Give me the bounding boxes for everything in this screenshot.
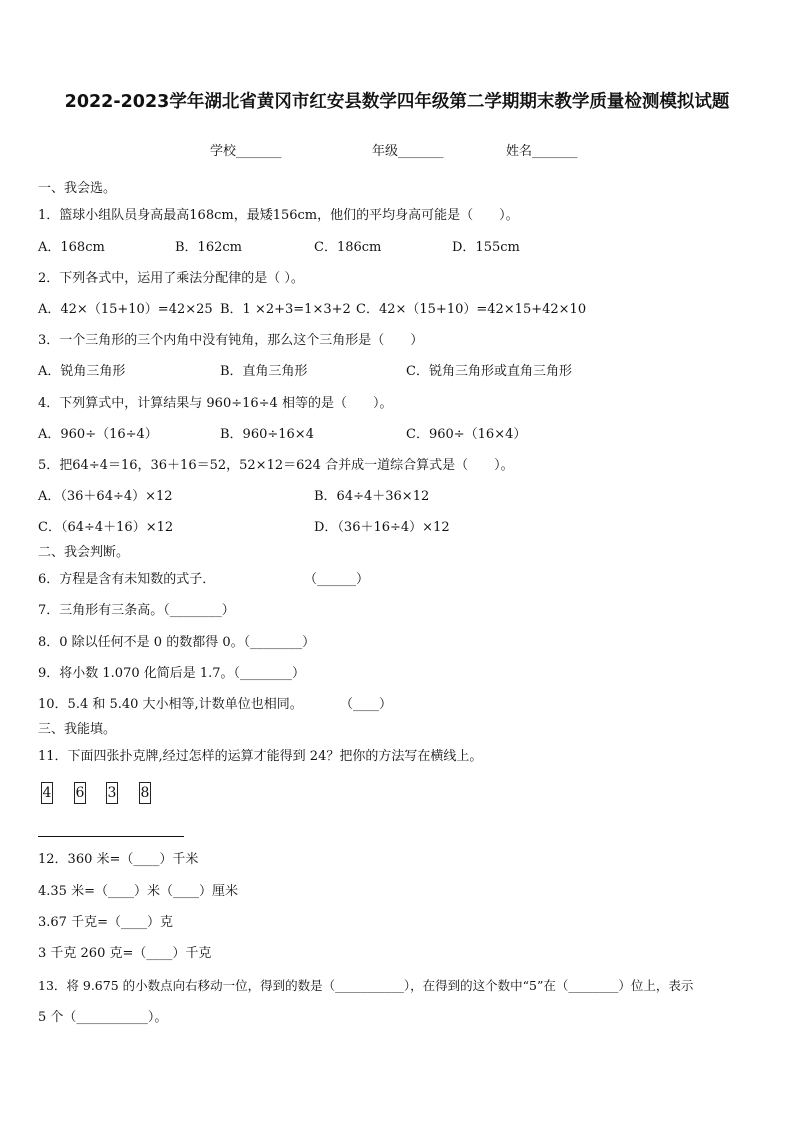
question-1: 1．篮球小组队员身高最高168cm，最矮156cm，他们的平均身高可能是（ ）。: [38, 208, 519, 223]
q6-answer-blank[interactable]: （______）: [304, 572, 370, 587]
question-5: 5．把64÷4＝16，36＋16＝52，52×12＝624 合并成一道综合算式是（ ）。: [38, 458, 514, 473]
section-heading: 三、我能填。: [38, 722, 117, 737]
q11-answer-line[interactable]: [38, 836, 184, 837]
page-title: 2022-2023学年湖北省黄冈市红安县数学四年级第二学期期末教学质量检测模拟试题: [64, 92, 730, 112]
poker-card: 3: [106, 782, 118, 804]
question-13-continued[interactable]: 5 个（___________）。: [38, 1010, 168, 1025]
q5-option-b[interactable]: B．64÷4＋36×12: [314, 489, 430, 504]
name-field[interactable]: 姓名_______: [506, 144, 578, 159]
q2-option-a[interactable]: A．42×（15+10）=42×25: [38, 302, 213, 317]
grade-field[interactable]: 年级_______: [372, 144, 444, 159]
question-2: 2．下列各式中，运用了乘法分配律的是（ ）。: [38, 271, 304, 286]
question-11: 11．下面四张扑克牌,经过怎样的运算才能得到 24？把你的方法写在横线上。: [38, 749, 483, 764]
q4-option-b[interactable]: B．960÷16×4: [220, 427, 314, 442]
question-3: 3．一个三角形的三个内角中没有钝角，那么这个三角形是（ ）: [38, 333, 424, 348]
q5-option-d[interactable]: D．（36＋16÷4）×12: [314, 520, 450, 535]
question-10: 10．5.4 和 5.40 大小相等,计数单位也相同。: [38, 697, 303, 712]
question-12-part-2[interactable]: 4.35 米=（____）米（____）厘米: [38, 884, 238, 899]
question-13[interactable]: 13．将 9.675 的小数点向右移动一位，得到的数是（___________），在得到的这个数中“5”在（________）位上，表示: [38, 978, 694, 993]
q1-option-b[interactable]: B．162cm: [175, 240, 242, 255]
q4-option-c[interactable]: C．960÷（16×4）: [406, 427, 527, 442]
section-heading: 一、我会选。: [38, 181, 117, 196]
q3-option-c[interactable]: C．锐角三角形或直角三角形: [406, 364, 572, 379]
question-12-part-3[interactable]: 3.67 千克=（____）克: [38, 915, 173, 930]
question-6: 6．方程是含有未知数的式子．: [38, 572, 216, 587]
q1-option-d[interactable]: D．155cm: [452, 240, 520, 255]
school-field[interactable]: 学校_______: [210, 144, 282, 159]
question-4: 4．下列算式中，计算结果与 960÷16÷4 相等的是（ ）。: [38, 396, 393, 411]
q4-option-a[interactable]: A．960÷（16÷4）: [38, 427, 158, 442]
poker-card: 4: [41, 782, 53, 804]
q2-option-c[interactable]: C．42×（15+10）=42×15+42×10: [356, 302, 587, 317]
question-7[interactable]: 7．三角形有三条高。（________）: [38, 603, 235, 618]
q3-option-a[interactable]: A．锐角三角形: [38, 364, 126, 379]
poker-card: 8: [139, 782, 151, 804]
section-heading: 二、我会判断。: [38, 545, 130, 560]
question-9[interactable]: 9．将小数 1.070 化简后是 1.7。（________）: [38, 666, 306, 681]
question-8[interactable]: 8．0 除以任何不是 0 的数都得 0。（________）: [38, 635, 316, 650]
q1-option-c[interactable]: C．186cm: [314, 240, 382, 255]
q5-option-a[interactable]: A．（36＋64÷4）×12: [38, 489, 173, 504]
question-12-part-1[interactable]: 12．360 米=（____）千米: [38, 852, 199, 867]
q10-answer-blank[interactable]: （____）: [340, 697, 393, 712]
q2-option-b[interactable]: B．1 ×2+3=1×3+2: [220, 302, 351, 317]
q1-option-a[interactable]: A．168cm: [38, 240, 105, 255]
poker-card: 6: [74, 782, 86, 804]
q5-option-c[interactable]: C．（64÷4＋16）×12: [38, 520, 174, 535]
question-12-part-4[interactable]: 3 千克 260 克=（____）千克: [38, 946, 212, 961]
q3-option-b[interactable]: B．直角三角形: [220, 364, 308, 379]
